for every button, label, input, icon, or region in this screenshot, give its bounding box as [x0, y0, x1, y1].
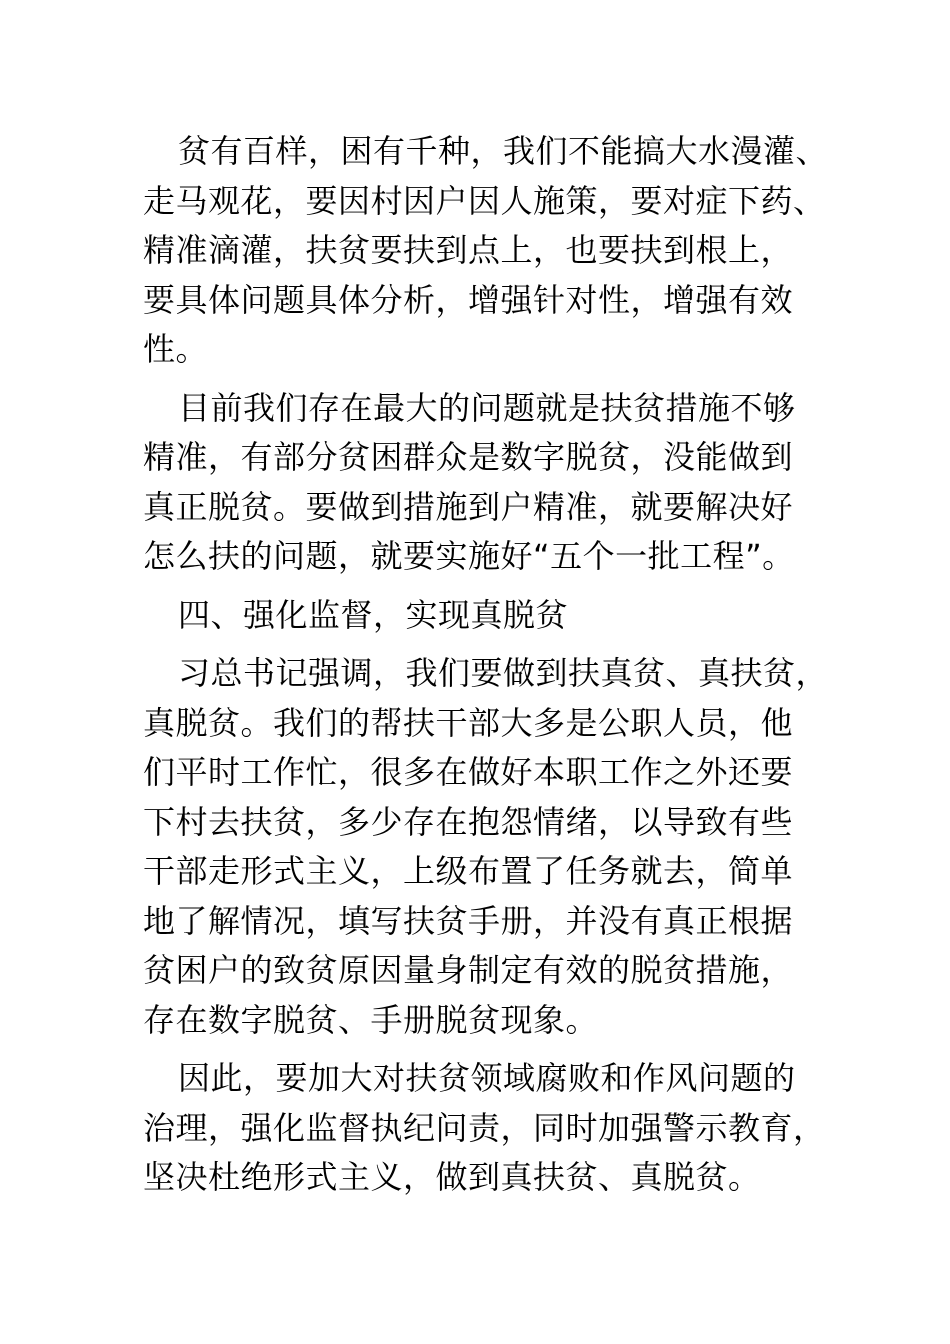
text-line: 走马观花，要因村因户因人施策，要对症下药、 — [143, 181, 826, 220]
text-line: 干部走形式主义，上级布置了任务就去，简单 — [143, 852, 794, 890]
text-line: 坚决杜绝形式主义，做到真扶贫、真脱贫。 — [143, 1158, 761, 1196]
text-line: 习总书记强调，我们要做到扶真贫、真扶贫， — [178, 654, 829, 692]
text-line: 真脱贫。我们的帮扶干部大多是公职人员，他 — [143, 703, 794, 742]
section-heading — [143, 591, 803, 641]
text-line: 因此，要加大对扶贫领域腐败和作风问题的 — [178, 1059, 796, 1097]
paragraph-targeted-measures — [143, 127, 829, 375]
text-line: 们平时工作忙，很多在做好本职工作之外还要 — [143, 753, 794, 791]
text-line: 精准，有部分贫困群众是数字脱贫，没能做到 — [143, 438, 794, 476]
text-line: 治理，强化监督执纪问责，同时加强警示教育， — [143, 1108, 826, 1147]
heading-line: 四、强化监督，实现真脱贫 — [178, 595, 569, 634]
text-line: 性。 — [143, 330, 209, 368]
paragraph-conclusion — [143, 1054, 826, 1203]
text-line: 真正脱贫。要做到措施到户精准，就要解决好 — [143, 487, 794, 526]
document-page — [143, 127, 829, 1212]
text-line: 存在数字脱贫、手册脱贫现象。 — [143, 1000, 599, 1039]
text-line: 地了解情况，填写扶贫手册，并没有真正根据 — [143, 901, 794, 940]
text-line: 要具体问题具体分析，增强针对性，增强有效 — [143, 280, 794, 319]
text-line: 贫困户的致贫原因量身制定有效的脱贫措施， — [143, 951, 794, 989]
text-line: 目前我们存在最大的问题就是扶贫措施不够 — [178, 388, 796, 427]
paragraph-supervision — [143, 649, 829, 1045]
text-line: 怎么扶的问题，就要实施好“五个一批工程”。 — [143, 537, 795, 575]
paragraph-current-problem — [143, 384, 803, 582]
text-line: 精准滴灌，扶贫要扶到点上，也要扶到根上， — [143, 231, 794, 269]
text-line: 贫有百样，困有千种，我们不能搞大水漫灌、 — [178, 132, 829, 170]
text-line: 下村去扶贫，多少存在抱怨情绪，以导致有些 — [143, 802, 794, 841]
